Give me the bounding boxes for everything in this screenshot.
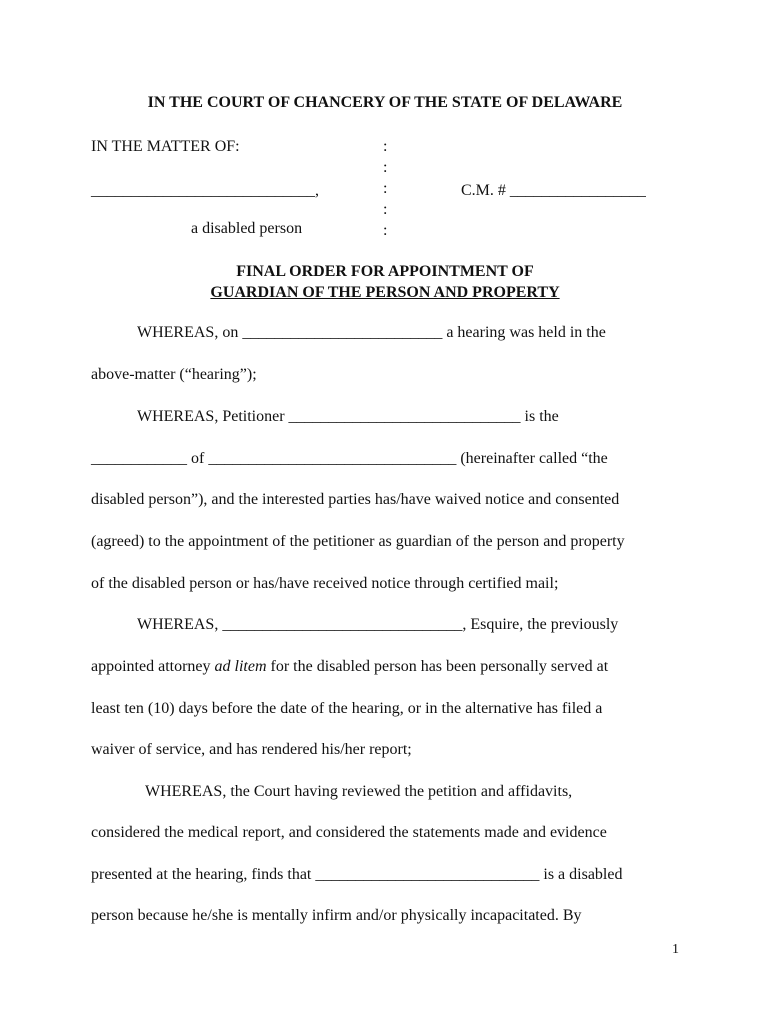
paragraph-line: considered the medical report, and considered the statements made and evidence <box>91 824 607 841</box>
order-title-line2: GUARDIAN OF THE PERSON AND PROPERTY <box>210 284 560 301</box>
paragraph-line: least ten (10) days before the date of the hearing, or in the alternative has filed a <box>91 700 603 717</box>
paragraph-line: of the disabled person or has/have received notice through certified mail; <box>91 575 559 592</box>
case-caption <box>91 138 691 248</box>
caption-colon: : <box>383 201 388 218</box>
paragraph-line: ____________ of _______________________________ (hereinafter called “the <box>91 450 608 467</box>
order-title <box>0 261 770 303</box>
paragraph-line: WHEREAS, Petitioner _____________________________ is the <box>137 408 559 425</box>
paragraph-line: WHEREAS, on _________________________ a hearing was held in the <box>137 324 606 341</box>
paragraph-line: waiver of service, and has rendered his/her report; <box>91 741 412 758</box>
paragraph-line: disabled person”), and the interested parties has/have waived notice and consented <box>91 491 620 508</box>
disabled-person-label: a disabled person <box>191 220 303 237</box>
paragraph-line: (agreed) to the appointment of the petitioner as guardian of the person and property <box>91 533 625 550</box>
paragraph-line: WHEREAS, ______________________________, Esquire, the previously <box>137 616 619 633</box>
page-number: 1 <box>672 942 679 957</box>
paragraph-line: above-matter (“hearing”); <box>91 366 257 383</box>
respondent-name-blank: ____________________________, <box>91 182 319 199</box>
order-title-line1: FINAL ORDER FOR APPOINTMENT OF <box>236 263 534 280</box>
in-the-matter-label: IN THE MATTER OF: <box>91 138 240 155</box>
ad-litem-italic: ad litem <box>214 658 267 675</box>
caption-colon: : <box>383 159 388 176</box>
text-run: for the disabled person has been personally served at <box>266 658 609 675</box>
caption-colon: : <box>383 180 388 197</box>
court-title: IN THE COURT OF CHANCERY OF THE STATE OF DELAWARE <box>147 94 623 111</box>
caption-colon: : <box>383 222 388 239</box>
caption-colon: : <box>383 138 388 155</box>
text-run: appointed attorney <box>91 658 215 675</box>
case-number-field: C.M. # _________________ <box>461 182 646 199</box>
paragraph-line: presented at the hearing, finds that ____________________________ is a disabled <box>91 866 623 883</box>
paragraph-line: person because he/she is mentally infirm and/or physically incapacitated. By <box>91 907 582 924</box>
paragraph-line <box>91 658 608 676</box>
paragraph-line: WHEREAS, the Court having reviewed the petition and affidavits, <box>145 783 573 800</box>
